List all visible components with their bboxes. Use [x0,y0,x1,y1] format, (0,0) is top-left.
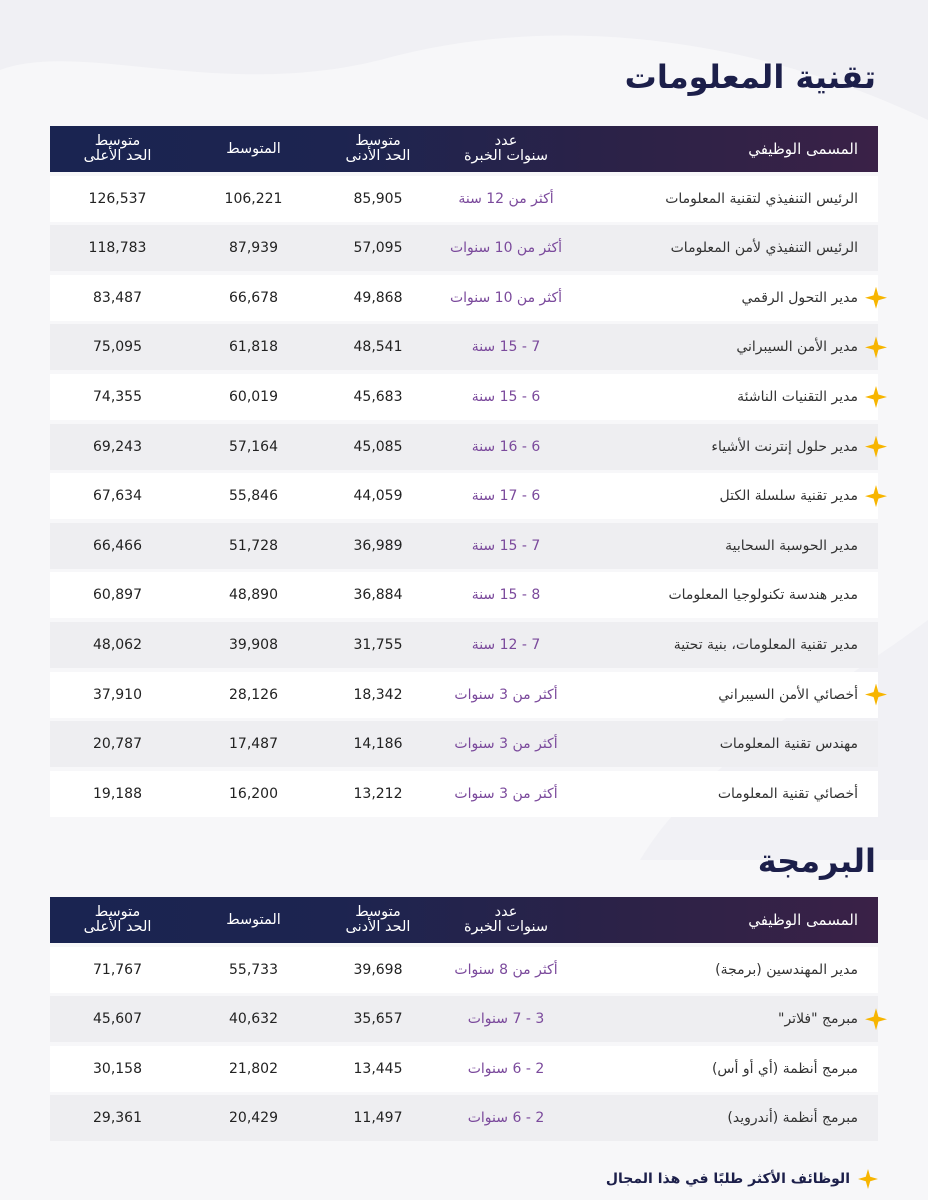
experience-cell: 8 - 15 سنة [471,587,541,604]
min-salary-cell: 13,212 [353,785,403,802]
avg-salary-cell: 66,678 [229,289,278,306]
min-salary-cell: 18,342 [353,686,403,703]
max-salary-cell: 126,537 [88,190,147,207]
max-salary-cell: 67,634 [93,488,142,505]
max-salary-cell: 75,095 [93,339,142,356]
job-title-cell: مدير التحول الرقمي [741,289,858,306]
avg-salary-cell: 28,126 [229,686,278,703]
job-title-cell: أخصائي الأمن السيبراني [718,686,858,703]
job-title-cell: مهندس تقنية المعلومات [719,736,858,753]
legend [606,1166,878,1192]
table-row [50,275,878,321]
max-salary-cell: 20,787 [93,736,142,753]
header-experience: عدد سنوات الخبرة [463,904,549,935]
job-title-cell: مدير التقنيات الناشئة [737,388,858,405]
max-salary-cell: 29,361 [93,1110,142,1127]
job-title-cell: مبرمج أنظمة (أي أو أس) [711,1060,858,1077]
avg-salary-cell: 20,429 [229,1110,278,1127]
table-header [50,126,878,172]
job-title-cell: مدير الأمن السيبراني [736,339,858,356]
min-salary-cell: 14,186 [353,736,403,753]
table-row [50,771,878,817]
table-row [50,672,878,718]
table-row [50,473,878,519]
max-salary-cell: 48,062 [93,636,142,653]
min-salary-cell: 36,884 [353,587,403,604]
header-avg: المتوسط [226,911,281,928]
header-min: متوسط الحد الأدنى [345,904,411,935]
avg-salary-cell: 48,890 [229,587,278,604]
max-salary-cell: 30,158 [93,1060,142,1077]
header-max: متوسط الحد الأعلى [83,904,152,935]
avg-salary-cell: 60,019 [229,388,278,405]
experience-cell: أكثر من 8 سنوات [454,961,558,978]
salary-table-programming [50,897,878,1141]
job-title-cell: الرئيس التنفيذي لأمن المعلومات [670,240,858,257]
avg-salary-cell: 61,818 [229,339,278,356]
max-salary-cell: 71,767 [93,961,142,978]
min-salary-cell: 45,683 [353,388,403,405]
max-salary-cell: 66,466 [93,537,142,554]
job-title-cell: مبرمج أنظمة (أندرويد) [727,1110,858,1127]
avg-salary-cell: 106,221 [224,190,283,207]
avg-salary-cell: 39,908 [229,636,278,653]
avg-salary-cell: 55,846 [229,488,278,505]
section-title-programming: البرمجة [757,842,876,880]
experience-cell: أكثر من 10 سنوات [449,289,563,306]
header-job-title: المسمى الوظيفي [748,139,858,158]
min-salary-cell: 49,868 [353,289,403,306]
experience-cell: 2 - 6 سنوات [467,1060,545,1077]
table-row [50,1095,878,1141]
table-header [50,897,878,943]
header-experience: عدد سنوات الخبرة [463,133,549,164]
avg-salary-cell: 16,200 [229,785,278,802]
min-salary-cell: 36,989 [353,537,403,554]
experience-cell: 6 - 17 سنة [471,488,541,505]
table-row [50,622,878,668]
table-row [50,523,878,569]
max-salary-cell: 45,607 [93,1011,142,1028]
header-min: متوسط الحد الأدنى [345,133,411,164]
table-body [50,176,878,817]
job-title-cell: مدير تقنية سلسلة الكتل [719,488,858,505]
experience-cell: 7 - 15 سنة [471,339,541,356]
min-salary-cell: 13,445 [353,1060,403,1077]
table-row [50,947,878,993]
avg-salary-cell: 40,632 [229,1011,278,1028]
avg-salary-cell: 55,733 [229,961,278,978]
job-title-cell: أخصائي تقنية المعلومات [717,785,858,802]
table-row [50,721,878,767]
avg-salary-cell: 21,802 [229,1060,278,1077]
table-row [50,225,878,271]
job-title-cell: الرئيس التنفيذي لتقنية المعلومات [665,190,858,207]
header-max: متوسط الحد الأعلى [83,133,152,164]
max-salary-cell: 118,783 [88,240,147,257]
experience-cell: 6 - 16 سنة [471,438,541,455]
min-salary-cell: 31,755 [353,636,403,653]
max-salary-cell: 69,243 [93,438,142,455]
experience-cell: 6 - 15 سنة [471,388,541,405]
table-row [50,572,878,618]
min-salary-cell: 57,095 [353,240,403,257]
max-salary-cell: 60,897 [93,587,142,604]
table-row [50,424,878,470]
table-row [50,374,878,420]
min-salary-cell: 11,497 [353,1110,403,1127]
header-avg: المتوسط [226,140,281,157]
experience-cell: أكثر من 3 سنوات [454,686,558,703]
job-title-cell: مبرمج "فلاتر" [778,1011,858,1028]
table-row [50,996,878,1042]
job-title-cell: مدير المهندسين (برمجة) [715,961,858,978]
avg-salary-cell: 51,728 [229,537,278,554]
max-salary-cell: 19,188 [93,785,142,802]
job-title-cell: مدير هندسة تكنولوجيا المعلومات [668,587,858,604]
min-salary-cell: 85,905 [353,190,403,207]
min-salary-cell: 39,698 [353,961,403,978]
table-row [50,324,878,370]
star-icon [858,1169,878,1189]
job-title-cell: مدير حلول إنترنت الأشياء [711,438,858,455]
experience-cell: أكثر من 3 سنوات [454,785,558,802]
max-salary-cell: 37,910 [93,686,142,703]
table-body [50,947,878,1142]
experience-cell: أكثر من 10 سنوات [449,240,563,257]
experience-cell: 3 - 7 سنوات [467,1011,545,1028]
min-salary-cell: 48,541 [353,339,403,356]
experience-cell: 7 - 12 سنة [471,636,541,653]
job-title-cell: مدير تقنية المعلومات، بنية تحتية [673,636,858,653]
avg-salary-cell: 87,939 [229,240,278,257]
experience-cell: 2 - 6 سنوات [467,1110,545,1127]
section-title-it: تقنية المعلومات [624,58,876,96]
salary-table-it [50,126,878,817]
job-title-cell: مدير الحوسبة السحابية [725,537,858,554]
table-row [50,1046,878,1092]
header-job-title: المسمى الوظيفي [748,910,858,929]
max-salary-cell: 74,355 [93,388,142,405]
max-salary-cell: 83,487 [93,289,142,306]
experience-cell: أكثر من 3 سنوات [454,736,558,753]
experience-cell: 7 - 15 سنة [471,537,541,554]
avg-salary-cell: 57,164 [229,438,278,455]
min-salary-cell: 45,085 [353,438,403,455]
table-row [50,176,878,222]
legend-text: الوظائف الأكثر طلبًا في هذا المجال [605,1171,850,1187]
experience-cell: أكثر من 12 سنة [458,190,554,207]
min-salary-cell: 35,657 [353,1011,403,1028]
avg-salary-cell: 17,487 [229,736,278,753]
min-salary-cell: 44,059 [353,488,403,505]
